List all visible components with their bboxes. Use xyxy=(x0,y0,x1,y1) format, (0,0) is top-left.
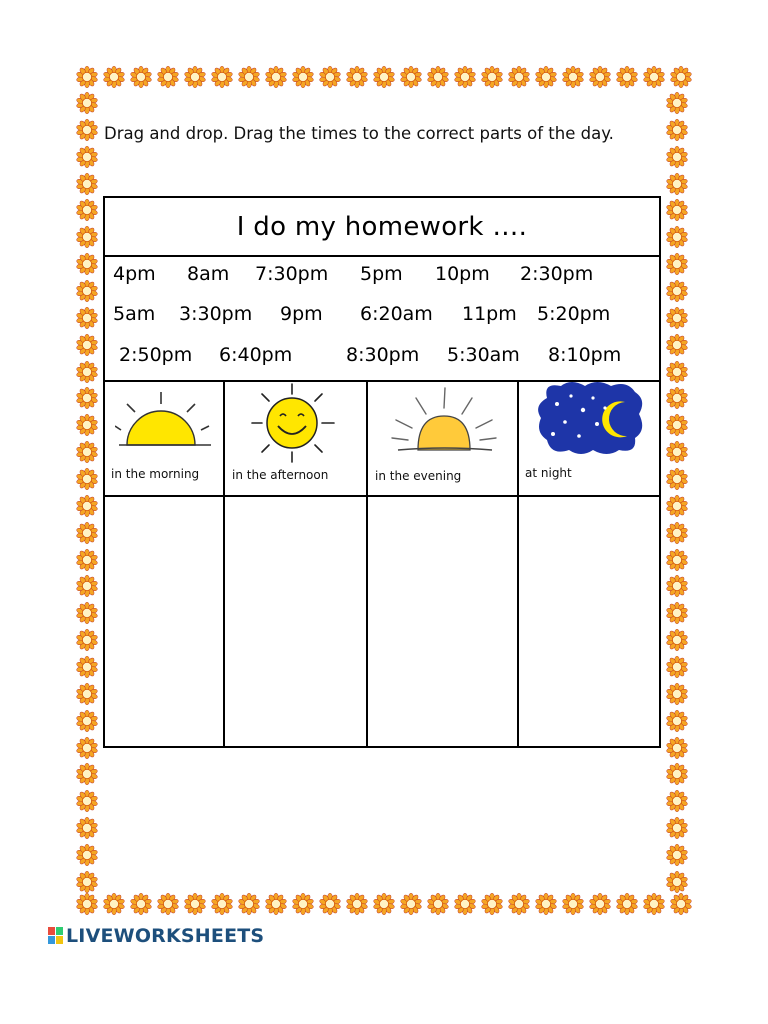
flower-icon xyxy=(666,602,688,624)
drop-zone-evening[interactable] xyxy=(368,497,517,746)
flower-icon xyxy=(76,790,98,812)
flower-icon xyxy=(76,280,98,302)
flower-icon xyxy=(666,710,688,732)
flower-icon xyxy=(211,66,233,88)
flower-icon xyxy=(76,119,98,141)
flower-icon xyxy=(535,893,557,915)
flower-icon xyxy=(666,737,688,759)
time-bank xyxy=(105,255,659,382)
flower-icon xyxy=(76,173,98,195)
flower-icon xyxy=(76,307,98,329)
flower-icon xyxy=(130,66,152,88)
flower-icon xyxy=(76,844,98,866)
flower-icon xyxy=(589,893,611,915)
flower-icon xyxy=(666,334,688,356)
flower-icon xyxy=(76,146,98,168)
flower-icon xyxy=(76,253,98,275)
flower-icon xyxy=(643,66,665,88)
flower-icon xyxy=(76,468,98,490)
time-chip[interactable]: 6:40pm xyxy=(219,344,293,366)
sunrise-icon xyxy=(115,390,215,450)
flower-icon xyxy=(666,575,688,597)
time-chip[interactable]: 3:30pm xyxy=(179,303,253,325)
flower-icon xyxy=(666,414,688,436)
flower-icon xyxy=(76,549,98,571)
flower-icon xyxy=(76,92,98,114)
worksheet-table xyxy=(103,196,661,748)
flower-icon xyxy=(508,66,530,88)
category-label-afternoon: in the afternoon xyxy=(232,468,329,482)
time-chip[interactable]: 2:30pm xyxy=(520,263,594,285)
flower-icon xyxy=(76,387,98,409)
flower-icon xyxy=(76,361,98,383)
time-chip[interactable]: 5:30am xyxy=(447,344,520,366)
flower-icon xyxy=(76,656,98,678)
flower-icon xyxy=(103,893,125,915)
flower-icon xyxy=(666,387,688,409)
time-chip[interactable]: 8:10pm xyxy=(548,344,622,366)
flower-icon xyxy=(265,66,287,88)
flower-icon xyxy=(373,66,395,88)
flower-icon xyxy=(238,893,260,915)
flower-icon xyxy=(103,66,125,88)
flower-icon xyxy=(454,893,476,915)
title-row xyxy=(105,198,659,257)
flower-icon xyxy=(184,893,206,915)
flower-border-right xyxy=(666,92,692,893)
flower-icon xyxy=(666,549,688,571)
flower-icon xyxy=(157,66,179,88)
flower-icon xyxy=(292,66,314,88)
time-chip[interactable]: 6:20am xyxy=(360,303,433,325)
time-chip[interactable]: 4pm xyxy=(113,263,156,285)
flower-icon xyxy=(643,893,665,915)
logo-blocks-icon xyxy=(48,927,64,945)
flower-icon xyxy=(76,629,98,651)
flower-icon xyxy=(400,893,422,915)
flower-icon xyxy=(666,763,688,785)
time-chip[interactable]: 7:30pm xyxy=(255,263,329,285)
time-chip[interactable]: 5pm xyxy=(360,263,403,285)
flower-icon xyxy=(535,66,557,88)
category-label-evening: in the evening xyxy=(375,469,462,483)
flower-icon xyxy=(666,468,688,490)
flower-icon xyxy=(666,495,688,517)
flower-icon xyxy=(76,495,98,517)
flower-icon xyxy=(666,871,688,893)
flower-border-left xyxy=(76,92,102,893)
flower-icon xyxy=(666,844,688,866)
flower-icon xyxy=(76,737,98,759)
flower-icon xyxy=(76,66,98,88)
flower-icon xyxy=(76,893,98,915)
flower-icon xyxy=(481,893,503,915)
flower-icon xyxy=(666,683,688,705)
time-chip[interactable]: 10pm xyxy=(435,263,490,285)
flower-icon xyxy=(427,893,449,915)
flower-icon xyxy=(666,817,688,839)
flower-icon xyxy=(666,253,688,275)
instruction-text: Drag and drop. Drag the times to the correct parts of the day. xyxy=(104,124,614,143)
moon-stars-icon xyxy=(535,380,645,456)
flower-icon xyxy=(346,893,368,915)
flower-icon xyxy=(589,66,611,88)
flower-icon xyxy=(76,199,98,221)
flower-icon xyxy=(666,92,688,114)
drop-zone-morning[interactable] xyxy=(105,497,223,746)
drop-zone-afternoon[interactable] xyxy=(225,497,366,746)
flower-icon xyxy=(319,66,341,88)
flower-icon xyxy=(562,66,584,88)
flower-border-top xyxy=(76,66,692,92)
drop-zone-night[interactable] xyxy=(519,497,659,746)
flower-icon xyxy=(666,441,688,463)
flower-icon xyxy=(670,66,692,88)
page-title: I do my homework …. xyxy=(236,211,528,242)
flower-icon xyxy=(76,710,98,732)
flower-icon xyxy=(427,66,449,88)
category-label-night: at night xyxy=(525,466,572,480)
flower-icon xyxy=(666,361,688,383)
flower-icon xyxy=(76,602,98,624)
flower-border-bottom xyxy=(76,893,692,919)
flower-icon xyxy=(400,66,422,88)
flower-icon xyxy=(666,790,688,812)
flower-icon xyxy=(666,629,688,651)
flower-icon xyxy=(76,683,98,705)
flower-icon xyxy=(76,414,98,436)
flower-icon xyxy=(319,893,341,915)
category-label-morning: in the morning xyxy=(111,467,200,481)
flower-icon xyxy=(666,173,688,195)
flower-icon xyxy=(346,66,368,88)
time-chip[interactable]: 11pm xyxy=(462,303,517,325)
flower-icon xyxy=(670,893,692,915)
flower-icon xyxy=(76,226,98,248)
flower-icon xyxy=(76,871,98,893)
flower-icon xyxy=(666,226,688,248)
smiling-sun-icon xyxy=(242,382,342,464)
flower-icon xyxy=(616,893,638,915)
flower-icon xyxy=(184,66,206,88)
flower-icon xyxy=(666,199,688,221)
flower-icon xyxy=(76,763,98,785)
flower-icon xyxy=(130,893,152,915)
flower-icon xyxy=(76,441,98,463)
flower-icon xyxy=(666,307,688,329)
flower-icon xyxy=(265,893,287,915)
time-chip[interactable]: 8am xyxy=(187,263,230,285)
flower-icon xyxy=(481,66,503,88)
time-chip[interactable]: 2:50pm xyxy=(119,344,193,366)
time-chip[interactable]: 5:20pm xyxy=(537,303,611,325)
flower-icon xyxy=(616,66,638,88)
logo-text: LIVEWORKSHEETS xyxy=(66,925,265,947)
time-chip[interactable]: 9pm xyxy=(280,303,323,325)
flower-icon xyxy=(211,893,233,915)
flower-icon xyxy=(666,656,688,678)
flower-icon xyxy=(454,66,476,88)
flower-icon xyxy=(666,522,688,544)
flower-icon xyxy=(76,522,98,544)
time-chip[interactable]: 8:30pm xyxy=(346,344,420,366)
flower-icon xyxy=(666,146,688,168)
flower-icon xyxy=(666,280,688,302)
flower-icon xyxy=(76,575,98,597)
flower-icon xyxy=(508,893,530,915)
flower-icon xyxy=(238,66,260,88)
flower-icon xyxy=(292,893,314,915)
liveworksheets-logo xyxy=(48,925,264,947)
time-chip[interactable]: 5am xyxy=(113,303,156,325)
flower-icon xyxy=(562,893,584,915)
flower-icon xyxy=(373,893,395,915)
flower-icon xyxy=(157,893,179,915)
flower-icon xyxy=(76,334,98,356)
sunset-icon xyxy=(388,384,500,464)
flower-icon xyxy=(76,817,98,839)
